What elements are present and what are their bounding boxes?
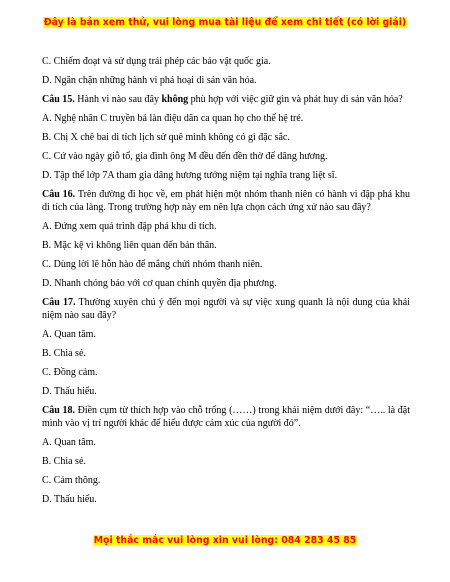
- option-line: C. Đồng cảm.: [42, 367, 98, 378]
- emphasis-word: không: [161, 94, 189, 105]
- option-line: D. Thấu hiểu.: [42, 386, 97, 397]
- option-line: C. Cảm thông.: [42, 475, 101, 486]
- question-16: [42, 188, 410, 214]
- question-text: Thường xuyên chú ý đến mọi người và sự việc xung quanh là nội dung của khái niệm nào sau đây?: [42, 297, 410, 321]
- option-line: B. Chị X chê bai di tích lịch sử quê mình không có gì đặc sắc.: [42, 132, 290, 143]
- document-content: [42, 55, 410, 512]
- preview-banner: [0, 17, 450, 28]
- question-text: Trên đường đi học về, em phát hiện một nhóm thanh niên có hành vi đập phá khu di tích của làng. Trong trường hợp này em nên lựa chọn cách ứng xử nào sau đây?: [42, 189, 410, 213]
- contact-footer: [0, 535, 450, 546]
- preview-banner-text: Đây là bản xem thử, vui lòng mua tài liệu để xem chi tiết (có lời giải): [43, 17, 407, 28]
- question-17: [42, 296, 410, 322]
- option-line: C. Dùng lời lẽ hỗn hào để mắng chửi nhóm thanh niên.: [42, 259, 263, 270]
- option-line: B. Chia sẻ.: [42, 456, 86, 467]
- option-line: D. Ngăn chặn những hành vi phá hoại di sản văn hóa.: [42, 75, 257, 86]
- contact-footer-text: Mọi thắc mắc vui lòng xin vui lòng: 084 283 45 85: [93, 535, 357, 546]
- option-line: C. Chiếm đoạt và sử dụng trái phép các bảo vật quốc gia.: [42, 56, 271, 67]
- option-line: D. Thấu hiểu.: [42, 494, 97, 505]
- option-line: A. Đứng xem quá trình đập phá khu di tích.: [42, 221, 217, 232]
- question-text: Hành vi nào sau đây: [74, 94, 162, 105]
- question-15: [42, 93, 410, 106]
- option-line: A. Nghệ nhân C truyền bá làn điệu dân ca quan họ cho thế hệ trẻ.: [42, 113, 304, 124]
- option-line: B. Mặc kệ vì không liên quan đến bản thân.: [42, 240, 217, 251]
- question-label: Câu 15.: [42, 94, 75, 105]
- option-line: D. Tập thể lớp 7A tham gia dâng hương tưởng niệm tại nghĩa trang liệt sĩ.: [42, 170, 338, 181]
- question-text: phù hợp với việc giữ gìn và phát huy di sản văn hóa?: [188, 94, 403, 105]
- question-label: Câu 16.: [42, 189, 76, 200]
- option-line: A. Quan tâm.: [42, 329, 96, 340]
- option-line: A. Quan tâm.: [42, 437, 96, 448]
- option-line: C. Cứ vào ngày giỗ tổ, gia đình ông M đều đến đền thờ để dâng hương.: [42, 151, 328, 162]
- question-label: Câu 17.: [42, 297, 76, 308]
- option-line: B. Chia sẻ.: [42, 348, 86, 359]
- question-label: Câu 18.: [42, 405, 75, 416]
- question-18: [42, 404, 410, 430]
- question-text: Điền cụm từ thích hợp vào chỗ trống (……) trong khái niệm dưới đây: “….. là đặt mình vào vị trí người khác để hiểu được cảm xúc của người đó”.: [42, 405, 410, 429]
- option-line: D. Nhanh chóng báo với cơ quan chính quyền địa phương.: [42, 278, 277, 289]
